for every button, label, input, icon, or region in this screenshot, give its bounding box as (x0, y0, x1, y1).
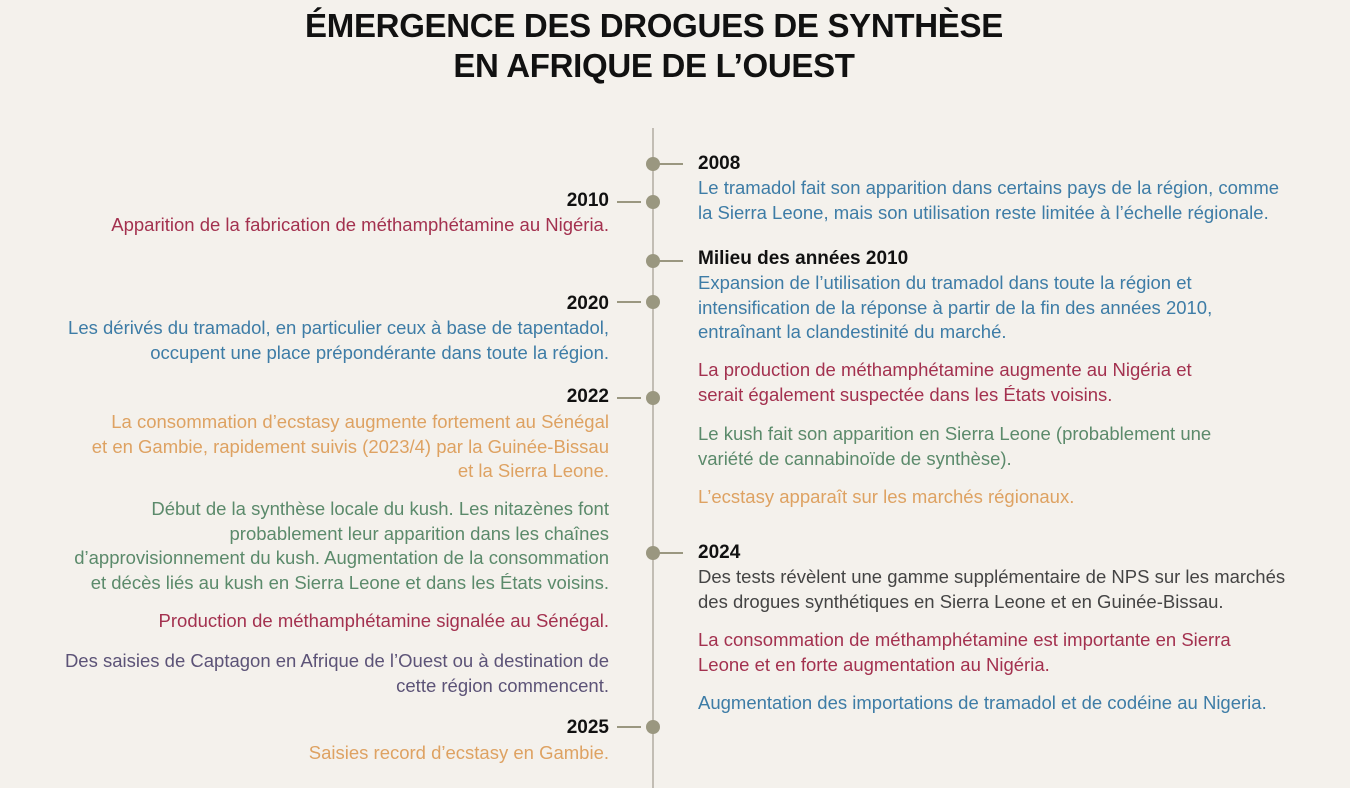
title-line-1: ÉMERGENCE DES DROGUES DE SYNTHÈSE (305, 7, 1003, 44)
year-label-2008: 2008 (698, 153, 741, 174)
marker-2022 (646, 391, 660, 405)
timeline-axis (652, 128, 654, 788)
connector-2008 (659, 163, 683, 165)
event-2022-kush: Début de la synthèse locale du kush. Les nitazènes font probablement leur apparition dans les chaînes d’approvisionnement du kush. Augmentation de la consommation et décès liés au kush en Sierra Leone et dans les États voisins. (74, 498, 609, 593)
event-2008-tramadol: Le tramadol fait son apparition dans certains pays de la région, comme la Sierra Leone, mais son utilisation reste limitée à l’échelle régionale. (698, 177, 1280, 223)
year-label-2010: 2010 (566, 190, 609, 211)
title-line-2: EN AFRIQUE DE L’OUEST (453, 47, 855, 84)
event-2020-tramadol: Les dérivés du tramadol, en particulier ceux à base de tapentadol, occupent une place prépondérante dans toute la région. (68, 317, 609, 363)
event-mid-2010s-ecstasy: L’ecstasy apparaît sur les marchés régionaux. (698, 486, 1075, 507)
event-2024-tramadol-codeine: Augmentation des importations de tramadol et de codéine au Nigeria. (698, 692, 1267, 713)
event-2022-ecstasy: La consommation d’ecstasy augmente fortement au Sénégal et en Gambie, rapidement suivis (2023/4) par la Guinée-Bissau et la Sierra Leone. (91, 411, 609, 481)
connector-2020 (617, 301, 641, 303)
year-label-2025: 2025 (566, 717, 609, 738)
year-label-2020: 2020 (566, 293, 609, 314)
event-2022-captagon: Des saisies de Captagon en Afrique de l’Ouest ou à destination de cette région commencent. (64, 650, 609, 696)
marker-2010 (646, 195, 660, 209)
connector-2022 (617, 397, 641, 399)
event-mid-2010s-methamphetamine: La production de méthamphétamine augmente au Nigéria et serait également suspectée dans les États voisins. (698, 359, 1192, 405)
marker-mid-2010s (646, 254, 660, 268)
connector-2010 (617, 201, 641, 203)
event-2024-nps: Des tests révèlent une gamme supplémentaire de NPS sur les marchés des drogues synthétiques en Sierra Leone et en Guinée-Bissau. (698, 566, 1286, 612)
event-2025-ecstasy: Saisies record d’ecstasy en Gambie. (308, 742, 609, 763)
event-mid-2010s-tramadol: Expansion de l’utilisation du tramadol dans toute la région et intensification de la réponse à partir de la fin des années 2010, entraînant la clandestinité du marché. (698, 272, 1213, 342)
marker-2020 (646, 295, 660, 309)
connector-2025 (617, 726, 641, 728)
connector-mid-2010s (659, 260, 683, 262)
event-2024-methamphetamine: La consommation de méthamphétamine est importante en Sierra Leone et en forte augmentation au Nigéria. (698, 629, 1231, 675)
event-2022-methamphetamine: Production de méthamphétamine signalée au Sénégal. (158, 610, 609, 631)
chart-title (0, 6, 1308, 86)
connector-2024 (659, 552, 683, 554)
year-label-2024: 2024 (698, 542, 741, 563)
marker-2025 (646, 720, 660, 734)
event-mid-2010s-kush: Le kush fait son apparition en Sierra Leone (probablement une variété de cannabinoïde de synthèse). (698, 423, 1212, 469)
year-label-2022: 2022 (566, 386, 609, 407)
year-label-mid-2010s: Milieu des années 2010 (698, 248, 909, 269)
marker-2024 (646, 546, 660, 560)
marker-2008 (646, 157, 660, 171)
event-2010-methamphetamine: Apparition de la fabrication de méthamphétamine au Nigéria. (111, 214, 609, 235)
